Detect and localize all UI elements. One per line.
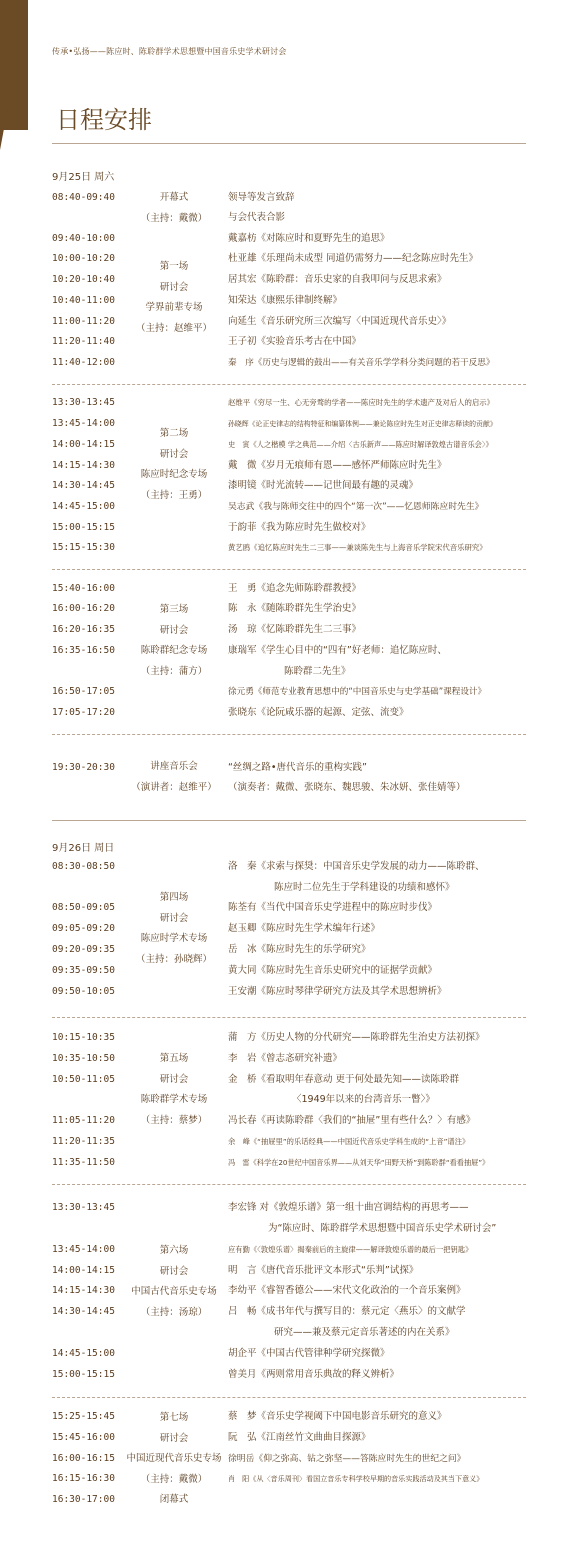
- session7-label: 第七场 研讨会 中国近现代音乐史专场 （主持：戴微） 闭幕式: [126, 1412, 222, 1505]
- opening-label: 开幕式 （主持：戴微）: [140, 192, 208, 224]
- day-divider: [52, 820, 526, 821]
- session1-label: 第一场 研讨会 学界前辈专场 （主持：赵维平）: [135, 261, 212, 334]
- session6-label: 第六场 研讨会 中国古代音乐史专场 （主持：汤琼）: [131, 1245, 217, 1318]
- session4-label: 第四场 研讨会 陈应时学术专场 （主持：孙晓辉）: [135, 892, 212, 965]
- section-divider: [52, 569, 526, 570]
- session3-label: 第三场 研讨会 陈聆群纪念专场 （主持：蒲方）: [140, 604, 208, 677]
- session2-label: 第二场 研讨会 陈应时纪念专场 （主持：王勇）: [140, 428, 208, 501]
- concert-label: 讲座音乐会 （演讲者：赵维平）: [131, 761, 217, 793]
- section-divider: [52, 734, 526, 735]
- session5-label: 第五场 研讨会 陈聆群学术专场 （主持：蔡梦）: [140, 1053, 208, 1126]
- section-divider: [52, 384, 526, 385]
- title-rule: [52, 143, 526, 144]
- section-divider: [52, 1184, 526, 1185]
- conference-title: 传承•弘扬——陈应时、陈聆群学术思想暨中国音乐史学术研讨会: [52, 47, 287, 56]
- section-divider: [52, 1397, 526, 1398]
- corner-triangle: [0, 0, 28, 150]
- section-divider: [52, 1017, 526, 1018]
- day1-date: 9月25日 周六: [52, 172, 115, 183]
- day2-date: 9月26日 周日: [52, 843, 115, 854]
- page-title: 日程安排: [56, 106, 152, 134]
